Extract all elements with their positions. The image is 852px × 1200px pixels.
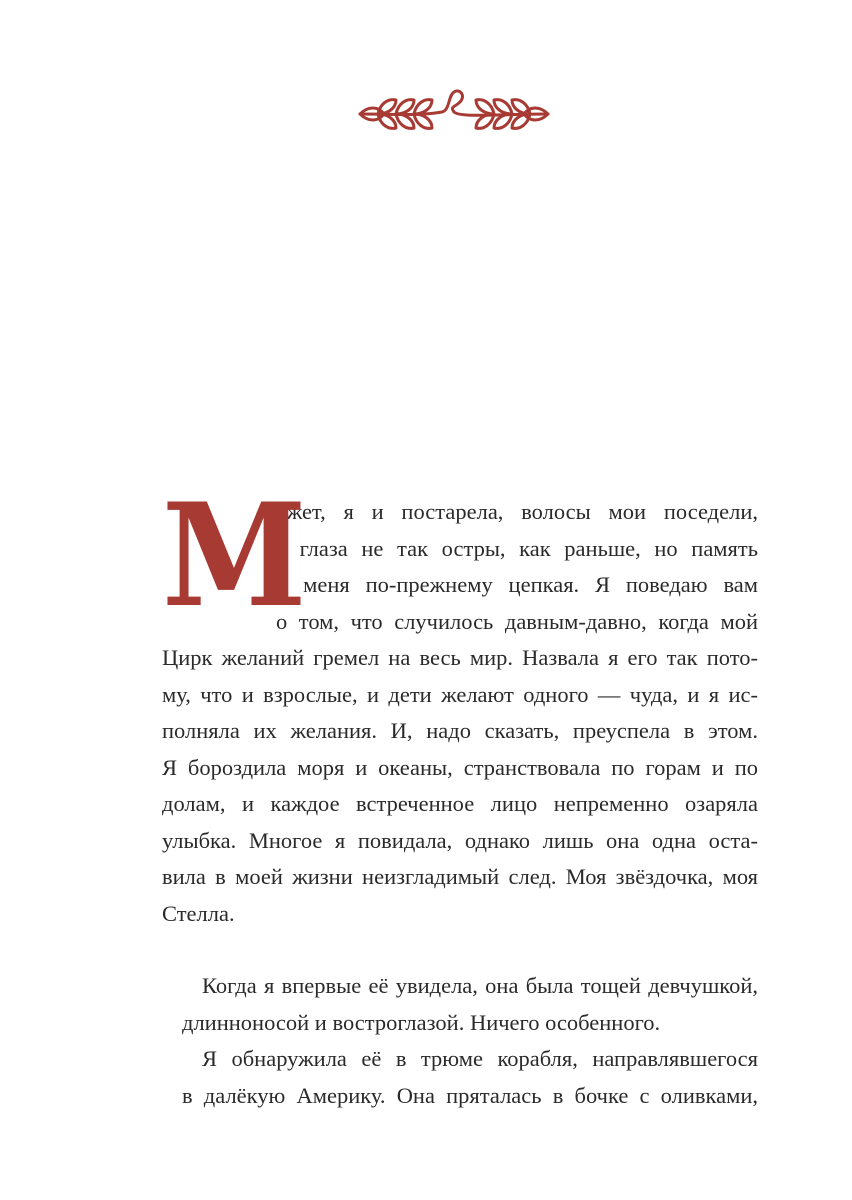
text-line: улыбка. Многое я повидала, однако лишь она одна оста- <box>162 827 758 853</box>
paragraph-1 <box>162 473 758 932</box>
text-line: Я обнаружила её в трюме корабля, направлявшегося <box>202 1046 758 1071</box>
text-line: в далёкую Америку. Она пряталась в бочке с оливками, <box>182 1082 758 1108</box>
paragraph-2 <box>162 968 758 1041</box>
text-line: му, что и взрослые, и дети желают одного — чуда, и я ис- <box>162 681 758 707</box>
text-line: Цирк желаний гремел на весь мир. Назвала я его так пото- <box>162 645 758 670</box>
text-line: Я бороздила моря и океаны, странствовала по горам и по <box>162 754 758 780</box>
text-line: ожет, я и постарела, волосы мои поседели, <box>276 499 758 524</box>
paragraph-3 <box>162 1041 758 1114</box>
text-line: полняла их желания. И, надо сказать, преуспела в этом. <box>162 718 758 743</box>
drop-cap-letter: М <box>162 473 303 639</box>
text-line: у меня по-прежнему цепкая. Я поведаю вам <box>276 572 758 597</box>
text-line: Стелла. <box>162 900 235 926</box>
text-line: долам, и каждое встреченное лицо непременно озаряла <box>162 791 758 816</box>
text-line: о том, что случилось давным-давно, когда мой <box>276 608 758 634</box>
wheat-branch-ornament-icon <box>350 78 558 138</box>
page-text <box>162 473 758 1114</box>
text-line: Когда я впервые её увидела, она была тощей девчушкой, <box>202 973 758 998</box>
text-line: вила в моей жизни неизгладимый след. Моя звёздочка, моя <box>162 864 758 889</box>
text-line: длинноносой и востроглазой. Ничего особенного. <box>182 1009 661 1035</box>
text-line: а глаза не так остры, как раньше, но память <box>276 535 758 561</box>
